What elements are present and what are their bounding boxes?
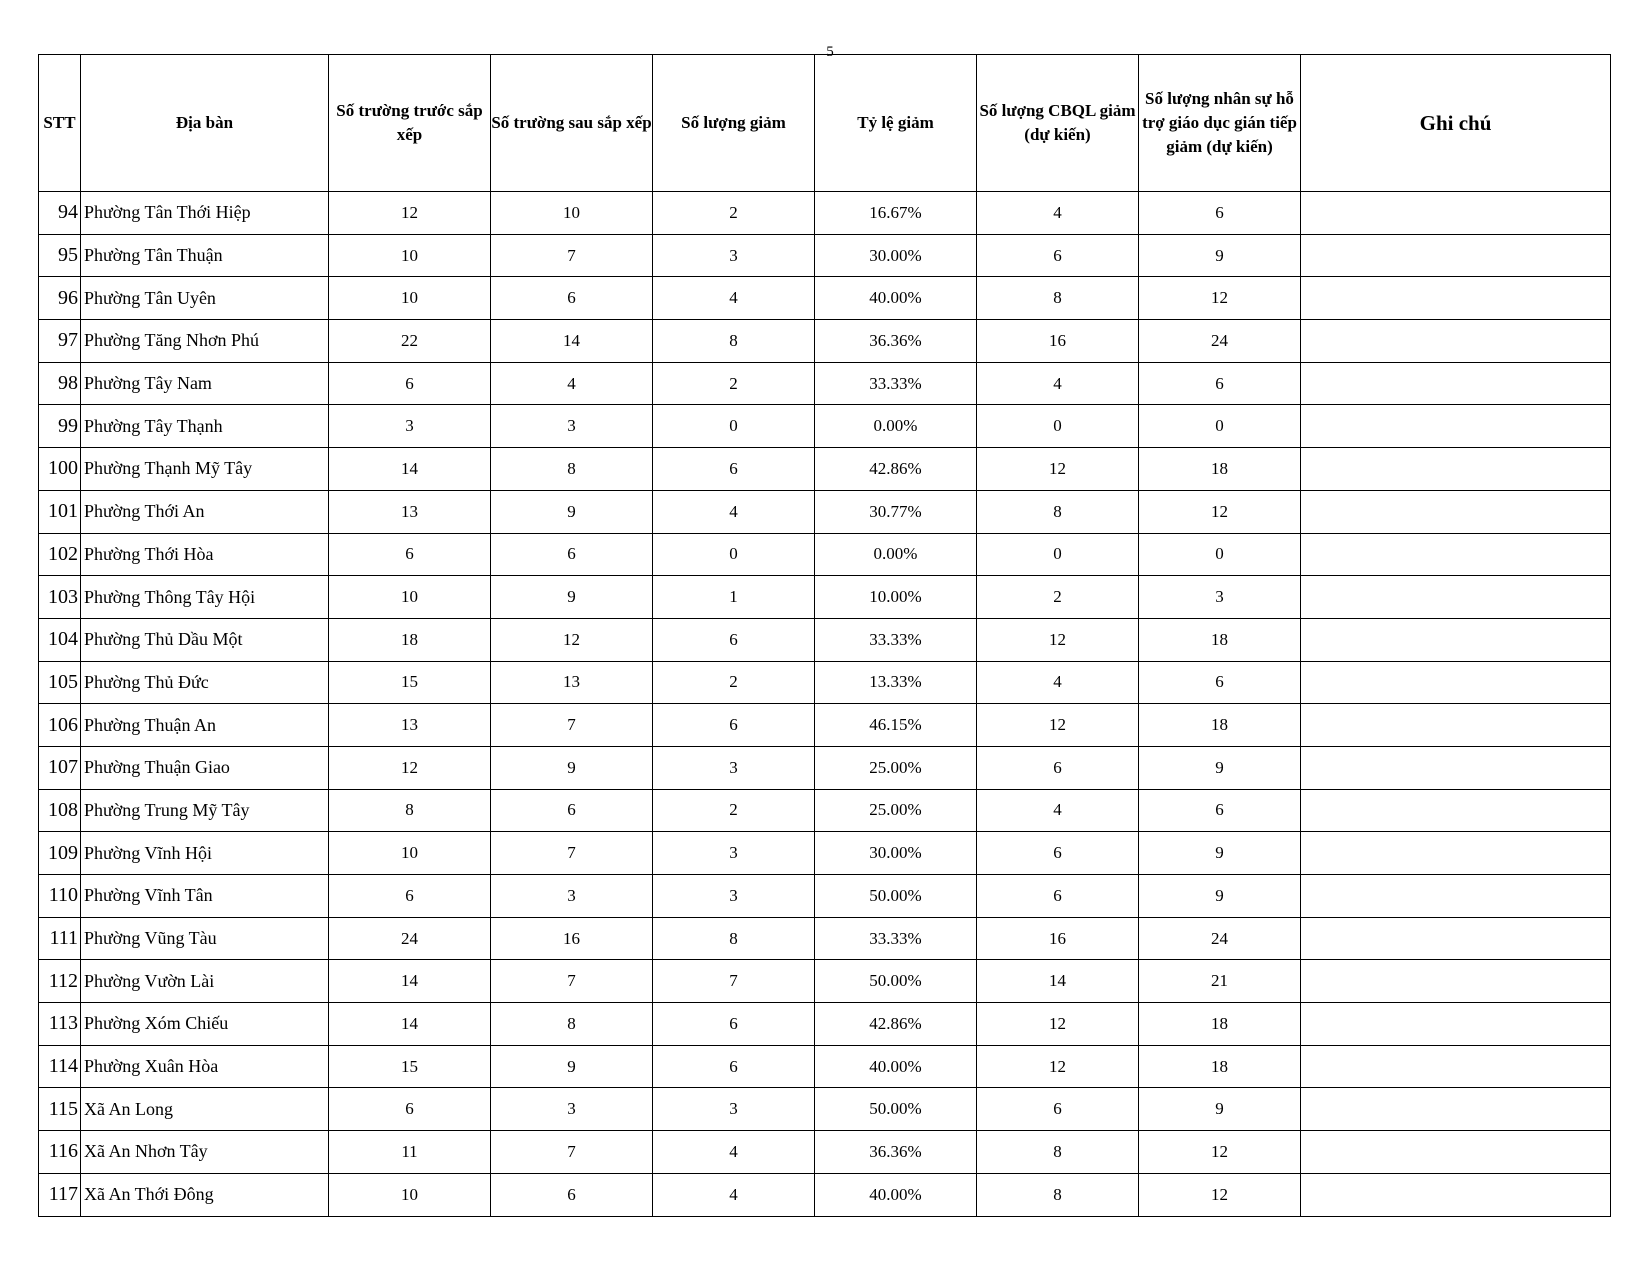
cell-note <box>1301 234 1611 277</box>
cell-schools-after: 9 <box>491 1045 653 1088</box>
cell-schools-before: 12 <box>329 746 491 789</box>
cell-stt: 96 <box>39 277 81 320</box>
cell-support-staff: 18 <box>1139 704 1301 747</box>
cell-decrease: 8 <box>653 320 815 363</box>
table-row <box>39 192 1611 235</box>
cell-stt: 105 <box>39 661 81 704</box>
cell-rate: 50.00% <box>815 1088 977 1131</box>
cell-schools-before: 18 <box>329 618 491 661</box>
cell-cbql: 12 <box>977 618 1139 661</box>
cell-decrease: 1 <box>653 576 815 619</box>
cell-cbql: 6 <box>977 746 1139 789</box>
cell-area: Phường Thới Hòa <box>81 533 329 576</box>
cell-cbql: 4 <box>977 362 1139 405</box>
cell-area: Phường Vĩnh Hội <box>81 832 329 875</box>
cell-schools-before: 15 <box>329 1045 491 1088</box>
table-row <box>39 405 1611 448</box>
cell-cbql: 4 <box>977 192 1139 235</box>
cell-decrease: 6 <box>653 618 815 661</box>
cell-cbql: 16 <box>977 917 1139 960</box>
cell-schools-after: 13 <box>491 661 653 704</box>
cell-cbql: 4 <box>977 661 1139 704</box>
table-row <box>39 704 1611 747</box>
cell-rate: 42.86% <box>815 448 977 491</box>
table-body <box>39 192 1611 1217</box>
cell-note <box>1301 1173 1611 1216</box>
cell-cbql: 2 <box>977 576 1139 619</box>
cell-cbql: 14 <box>977 960 1139 1003</box>
cell-support-staff: 9 <box>1139 746 1301 789</box>
cell-decrease: 4 <box>653 1173 815 1216</box>
cell-schools-before: 6 <box>329 533 491 576</box>
cell-support-staff: 24 <box>1139 917 1301 960</box>
header-area: Địa bàn <box>81 55 329 192</box>
cell-support-staff: 24 <box>1139 320 1301 363</box>
cell-support-staff: 18 <box>1139 1045 1301 1088</box>
cell-schools-after: 8 <box>491 1003 653 1046</box>
cell-stt: 110 <box>39 875 81 918</box>
cell-schools-after: 6 <box>491 533 653 576</box>
cell-support-staff: 6 <box>1139 789 1301 832</box>
cell-stt: 108 <box>39 789 81 832</box>
table-row <box>39 277 1611 320</box>
header-schools-after: Số trường sau sắp xếp <box>491 55 653 192</box>
cell-area: Phường Xuân Hòa <box>81 1045 329 1088</box>
cell-support-staff: 18 <box>1139 1003 1301 1046</box>
header-decrease: Số lượng giảm <box>653 55 815 192</box>
cell-stt: 104 <box>39 618 81 661</box>
cell-decrease: 8 <box>653 917 815 960</box>
cell-stt: 106 <box>39 704 81 747</box>
cell-area: Phường Tây Thạnh <box>81 405 329 448</box>
cell-support-staff: 3 <box>1139 576 1301 619</box>
cell-support-staff: 9 <box>1139 1088 1301 1131</box>
cell-cbql: 4 <box>977 789 1139 832</box>
cell-stt: 99 <box>39 405 81 448</box>
cell-schools-after: 7 <box>491 704 653 747</box>
cell-note <box>1301 405 1611 448</box>
cell-rate: 0.00% <box>815 533 977 576</box>
cell-area: Phường Thủ Dầu Một <box>81 618 329 661</box>
cell-area: Phường Thới An <box>81 490 329 533</box>
cell-area: Phường Vĩnh Tân <box>81 875 329 918</box>
cell-area: Phường Thủ Đức <box>81 661 329 704</box>
cell-decrease: 3 <box>653 1088 815 1131</box>
cell-area: Phường Tăng Nhơn Phú <box>81 320 329 363</box>
cell-area: Phường Tây Nam <box>81 362 329 405</box>
cell-decrease: 4 <box>653 490 815 533</box>
cell-area: Phường Thuận An <box>81 704 329 747</box>
cell-decrease: 6 <box>653 704 815 747</box>
cell-cbql: 0 <box>977 405 1139 448</box>
cell-stt: 97 <box>39 320 81 363</box>
cell-stt: 113 <box>39 1003 81 1046</box>
table-row <box>39 1088 1611 1131</box>
cell-note <box>1301 533 1611 576</box>
cell-schools-before: 14 <box>329 960 491 1003</box>
table-row <box>39 1003 1611 1046</box>
cell-stt: 114 <box>39 1045 81 1088</box>
cell-note <box>1301 1045 1611 1088</box>
cell-support-staff: 18 <box>1139 618 1301 661</box>
cell-schools-after: 16 <box>491 917 653 960</box>
cell-schools-after: 7 <box>491 234 653 277</box>
cell-schools-after: 7 <box>491 960 653 1003</box>
cell-note <box>1301 875 1611 918</box>
cell-cbql: 12 <box>977 448 1139 491</box>
cell-support-staff: 9 <box>1139 875 1301 918</box>
cell-note <box>1301 490 1611 533</box>
cell-note <box>1301 960 1611 1003</box>
cell-rate: 33.33% <box>815 362 977 405</box>
table-row <box>39 576 1611 619</box>
cell-schools-after: 9 <box>491 490 653 533</box>
cell-schools-before: 3 <box>329 405 491 448</box>
cell-schools-before: 13 <box>329 704 491 747</box>
cell-area: Phường Xóm Chiếu <box>81 1003 329 1046</box>
cell-note <box>1301 704 1611 747</box>
cell-stt: 116 <box>39 1131 81 1174</box>
cell-schools-after: 3 <box>491 405 653 448</box>
cell-note <box>1301 832 1611 875</box>
cell-rate: 16.67% <box>815 192 977 235</box>
cell-schools-before: 10 <box>329 576 491 619</box>
cell-area: Xã An Thới Đông <box>81 1173 329 1216</box>
cell-stt: 107 <box>39 746 81 789</box>
table-row <box>39 661 1611 704</box>
cell-schools-before: 22 <box>329 320 491 363</box>
cell-decrease: 2 <box>653 192 815 235</box>
cell-schools-after: 9 <box>491 746 653 789</box>
cell-area: Phường Trung Mỹ Tây <box>81 789 329 832</box>
cell-cbql: 8 <box>977 1173 1139 1216</box>
cell-rate: 46.15% <box>815 704 977 747</box>
cell-schools-after: 6 <box>491 277 653 320</box>
cell-schools-before: 10 <box>329 832 491 875</box>
cell-schools-before: 24 <box>329 917 491 960</box>
cell-decrease: 6 <box>653 448 815 491</box>
cell-support-staff: 6 <box>1139 192 1301 235</box>
cell-schools-before: 6 <box>329 1088 491 1131</box>
cell-note <box>1301 661 1611 704</box>
cell-area: Phường Vũng Tàu <box>81 917 329 960</box>
cell-rate: 0.00% <box>815 405 977 448</box>
cell-schools-before: 10 <box>329 1173 491 1216</box>
cell-schools-before: 13 <box>329 490 491 533</box>
cell-cbql: 8 <box>977 1131 1139 1174</box>
cell-schools-before: 6 <box>329 875 491 918</box>
cell-note <box>1301 1131 1611 1174</box>
cell-support-staff: 9 <box>1139 832 1301 875</box>
cell-area: Phường Thông Tây Hội <box>81 576 329 619</box>
cell-note <box>1301 1088 1611 1131</box>
table-row <box>39 362 1611 405</box>
cell-stt: 117 <box>39 1173 81 1216</box>
table-row <box>39 234 1611 277</box>
cell-note <box>1301 618 1611 661</box>
cell-cbql: 12 <box>977 704 1139 747</box>
cell-schools-after: 3 <box>491 1088 653 1131</box>
cell-note <box>1301 917 1611 960</box>
table-row <box>39 1045 1611 1088</box>
cell-stt: 109 <box>39 832 81 875</box>
cell-cbql: 6 <box>977 875 1139 918</box>
cell-cbql: 6 <box>977 1088 1139 1131</box>
cell-note <box>1301 1003 1611 1046</box>
cell-cbql: 16 <box>977 320 1139 363</box>
cell-area: Phường Thạnh Mỹ Tây <box>81 448 329 491</box>
cell-decrease: 0 <box>653 405 815 448</box>
cell-rate: 13.33% <box>815 661 977 704</box>
cell-note <box>1301 192 1611 235</box>
cell-decrease: 3 <box>653 875 815 918</box>
cell-decrease: 2 <box>653 362 815 405</box>
cell-note <box>1301 320 1611 363</box>
header-note: Ghi chú <box>1301 55 1611 192</box>
header-support-staff: Số lượng nhân sự hỗ trợ giáo dục gián tiếp giảm (dự kiến) <box>1139 55 1301 192</box>
cell-decrease: 7 <box>653 960 815 1003</box>
cell-stt: 94 <box>39 192 81 235</box>
cell-area: Phường Vườn Lài <box>81 960 329 1003</box>
cell-decrease: 3 <box>653 832 815 875</box>
cell-stt: 111 <box>39 917 81 960</box>
cell-schools-before: 12 <box>329 192 491 235</box>
cell-rate: 40.00% <box>815 1045 977 1088</box>
table-row <box>39 320 1611 363</box>
cell-note <box>1301 362 1611 405</box>
header-schools-before: Số trường trước sắp xếp <box>329 55 491 192</box>
cell-rate: 30.00% <box>815 832 977 875</box>
cell-support-staff: 12 <box>1139 490 1301 533</box>
header-stt: STT <box>39 55 81 192</box>
cell-decrease: 0 <box>653 533 815 576</box>
header-rate: Tỷ lệ giảm <box>815 55 977 192</box>
cell-schools-before: 10 <box>329 234 491 277</box>
cell-schools-before: 11 <box>329 1131 491 1174</box>
cell-cbql: 8 <box>977 490 1139 533</box>
cell-area: Phường Tân Uyên <box>81 277 329 320</box>
table-row <box>39 1173 1611 1216</box>
cell-area: Xã An Nhơn Tây <box>81 1131 329 1174</box>
cell-cbql: 12 <box>977 1003 1139 1046</box>
table-row <box>39 746 1611 789</box>
cell-schools-before: 15 <box>329 661 491 704</box>
table-row <box>39 618 1611 661</box>
cell-stt: 102 <box>39 533 81 576</box>
cell-rate: 50.00% <box>815 875 977 918</box>
cell-schools-after: 8 <box>491 448 653 491</box>
cell-cbql: 0 <box>977 533 1139 576</box>
cell-support-staff: 6 <box>1139 362 1301 405</box>
cell-cbql: 6 <box>977 832 1139 875</box>
table-row <box>39 448 1611 491</box>
cell-decrease: 4 <box>653 1131 815 1174</box>
cell-area: Phường Tân Thới Hiệp <box>81 192 329 235</box>
cell-note <box>1301 576 1611 619</box>
cell-schools-after: 7 <box>491 832 653 875</box>
cell-schools-after: 6 <box>491 789 653 832</box>
cell-schools-after: 3 <box>491 875 653 918</box>
cell-decrease: 3 <box>653 234 815 277</box>
cell-rate: 40.00% <box>815 277 977 320</box>
cell-rate: 33.33% <box>815 618 977 661</box>
cell-support-staff: 12 <box>1139 277 1301 320</box>
cell-cbql: 12 <box>977 1045 1139 1088</box>
table-row <box>39 490 1611 533</box>
cell-support-staff: 0 <box>1139 405 1301 448</box>
header-cbql: Số lượng CBQL giảm (dự kiến) <box>977 55 1139 192</box>
cell-rate: 33.33% <box>815 917 977 960</box>
cell-rate: 30.00% <box>815 234 977 277</box>
page-number: 5 <box>826 44 834 60</box>
cell-cbql: 8 <box>977 277 1139 320</box>
cell-area: Xã An Long <box>81 1088 329 1131</box>
cell-area: Phường Thuận Giao <box>81 746 329 789</box>
cell-area: Phường Tân Thuận <box>81 234 329 277</box>
cell-schools-after: 7 <box>491 1131 653 1174</box>
cell-stt: 112 <box>39 960 81 1003</box>
table-row <box>39 789 1611 832</box>
cell-rate: 25.00% <box>815 789 977 832</box>
table-row <box>39 1131 1611 1174</box>
cell-schools-after: 4 <box>491 362 653 405</box>
cell-support-staff: 12 <box>1139 1173 1301 1216</box>
cell-schools-after: 10 <box>491 192 653 235</box>
cell-note <box>1301 789 1611 832</box>
cell-cbql: 6 <box>977 234 1139 277</box>
cell-schools-after: 12 <box>491 618 653 661</box>
table-row <box>39 875 1611 918</box>
cell-rate: 50.00% <box>815 960 977 1003</box>
cell-schools-before: 10 <box>329 277 491 320</box>
cell-rate: 40.00% <box>815 1173 977 1216</box>
table-row <box>39 832 1611 875</box>
table-row <box>39 960 1611 1003</box>
cell-rate: 42.86% <box>815 1003 977 1046</box>
cell-note <box>1301 277 1611 320</box>
cell-stt: 103 <box>39 576 81 619</box>
cell-schools-after: 6 <box>491 1173 653 1216</box>
cell-rate: 36.36% <box>815 1131 977 1174</box>
cell-note <box>1301 448 1611 491</box>
cell-decrease: 2 <box>653 661 815 704</box>
cell-stt: 101 <box>39 490 81 533</box>
table-row <box>39 533 1611 576</box>
cell-support-staff: 18 <box>1139 448 1301 491</box>
cell-decrease: 6 <box>653 1045 815 1088</box>
cell-schools-before: 14 <box>329 1003 491 1046</box>
cell-rate: 25.00% <box>815 746 977 789</box>
cell-stt: 98 <box>39 362 81 405</box>
cell-schools-after: 14 <box>491 320 653 363</box>
cell-rate: 30.77% <box>815 490 977 533</box>
cell-stt: 115 <box>39 1088 81 1131</box>
cell-rate: 36.36% <box>815 320 977 363</box>
school-reduction-table <box>38 54 1611 1217</box>
cell-stt: 100 <box>39 448 81 491</box>
table-row <box>39 917 1611 960</box>
cell-note <box>1301 746 1611 789</box>
cell-schools-before: 8 <box>329 789 491 832</box>
cell-schools-before: 6 <box>329 362 491 405</box>
cell-decrease: 6 <box>653 1003 815 1046</box>
cell-support-staff: 21 <box>1139 960 1301 1003</box>
cell-support-staff: 9 <box>1139 234 1301 277</box>
cell-decrease: 3 <box>653 746 815 789</box>
cell-schools-after: 9 <box>491 576 653 619</box>
cell-rate: 10.00% <box>815 576 977 619</box>
cell-schools-before: 14 <box>329 448 491 491</box>
table-header-row <box>39 55 1611 192</box>
cell-support-staff: 0 <box>1139 533 1301 576</box>
cell-support-staff: 12 <box>1139 1131 1301 1174</box>
cell-support-staff: 6 <box>1139 661 1301 704</box>
cell-decrease: 2 <box>653 789 815 832</box>
cell-stt: 95 <box>39 234 81 277</box>
cell-decrease: 4 <box>653 277 815 320</box>
